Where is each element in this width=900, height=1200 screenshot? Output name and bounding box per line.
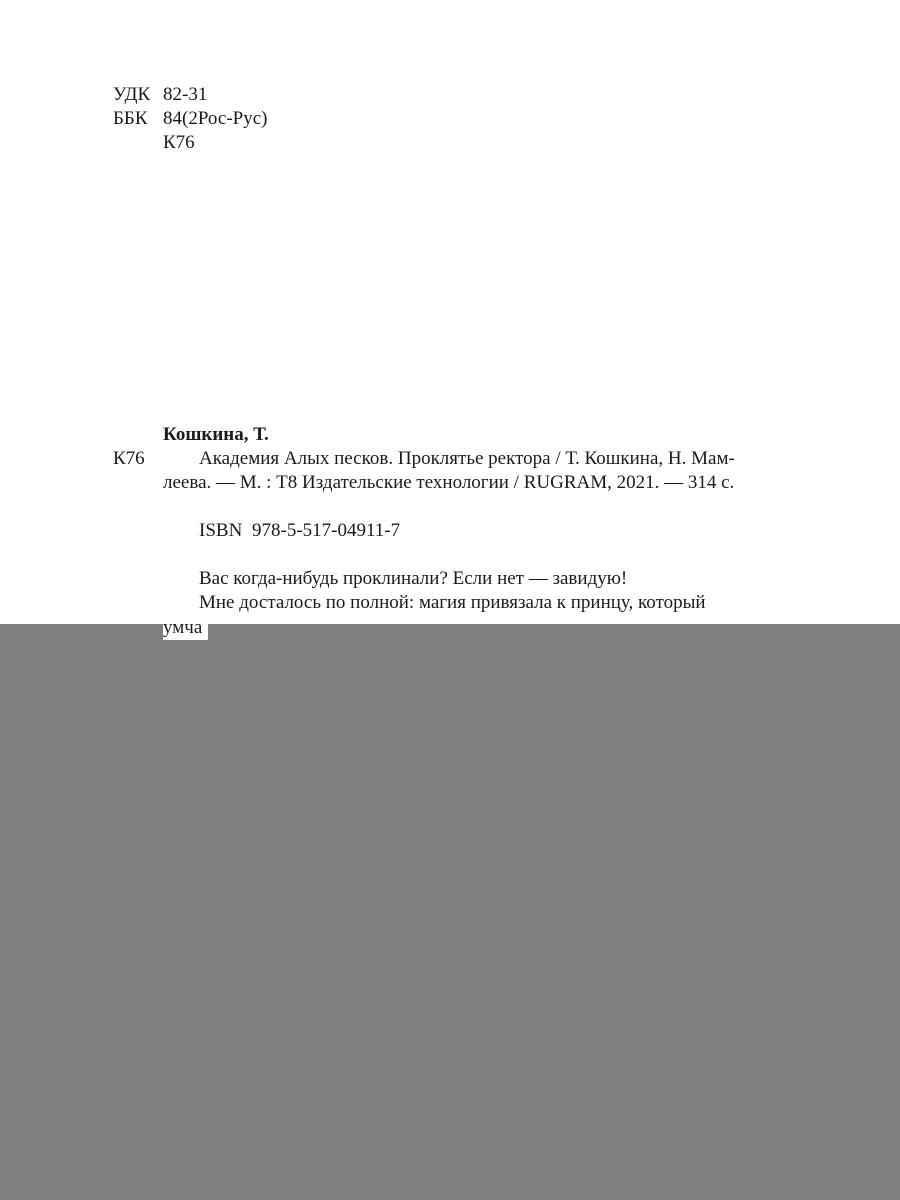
udk-label: УДК: [113, 84, 151, 105]
annotation-line-2: Мне досталось по полной: магия привязала к принцу, который: [199, 592, 706, 613]
author-mark: К76: [163, 132, 195, 153]
description-line-2: леева. — М. : T8 Издательские технологии / RUGRAM, 2021. — 314 с.: [163, 472, 735, 493]
bbk-value: 84(2Рос-Рус): [163, 108, 268, 129]
annotation-line-1: Вас когда-нибудь проклинали? Если нет — завидую!: [199, 568, 628, 589]
margin-mark: К76: [113, 448, 145, 469]
annotation-line-3-text: умча: [163, 624, 203, 638]
bbk-label: ББК: [113, 108, 148, 129]
isbn-value: 978-5-517-04911-7: [252, 520, 401, 541]
gray-overlay: [0, 624, 900, 1200]
isbn-label: ISBN: [199, 520, 243, 541]
description-line-1: Академия Алых песков. Проклятье ректора / Т. Кошкина, Н. Мам-: [199, 448, 735, 469]
udk-value: 82-31: [163, 84, 208, 105]
record-heading: Кошкина, Т.: [163, 424, 269, 445]
annotation-line-3-fragment: [163, 624, 208, 640]
